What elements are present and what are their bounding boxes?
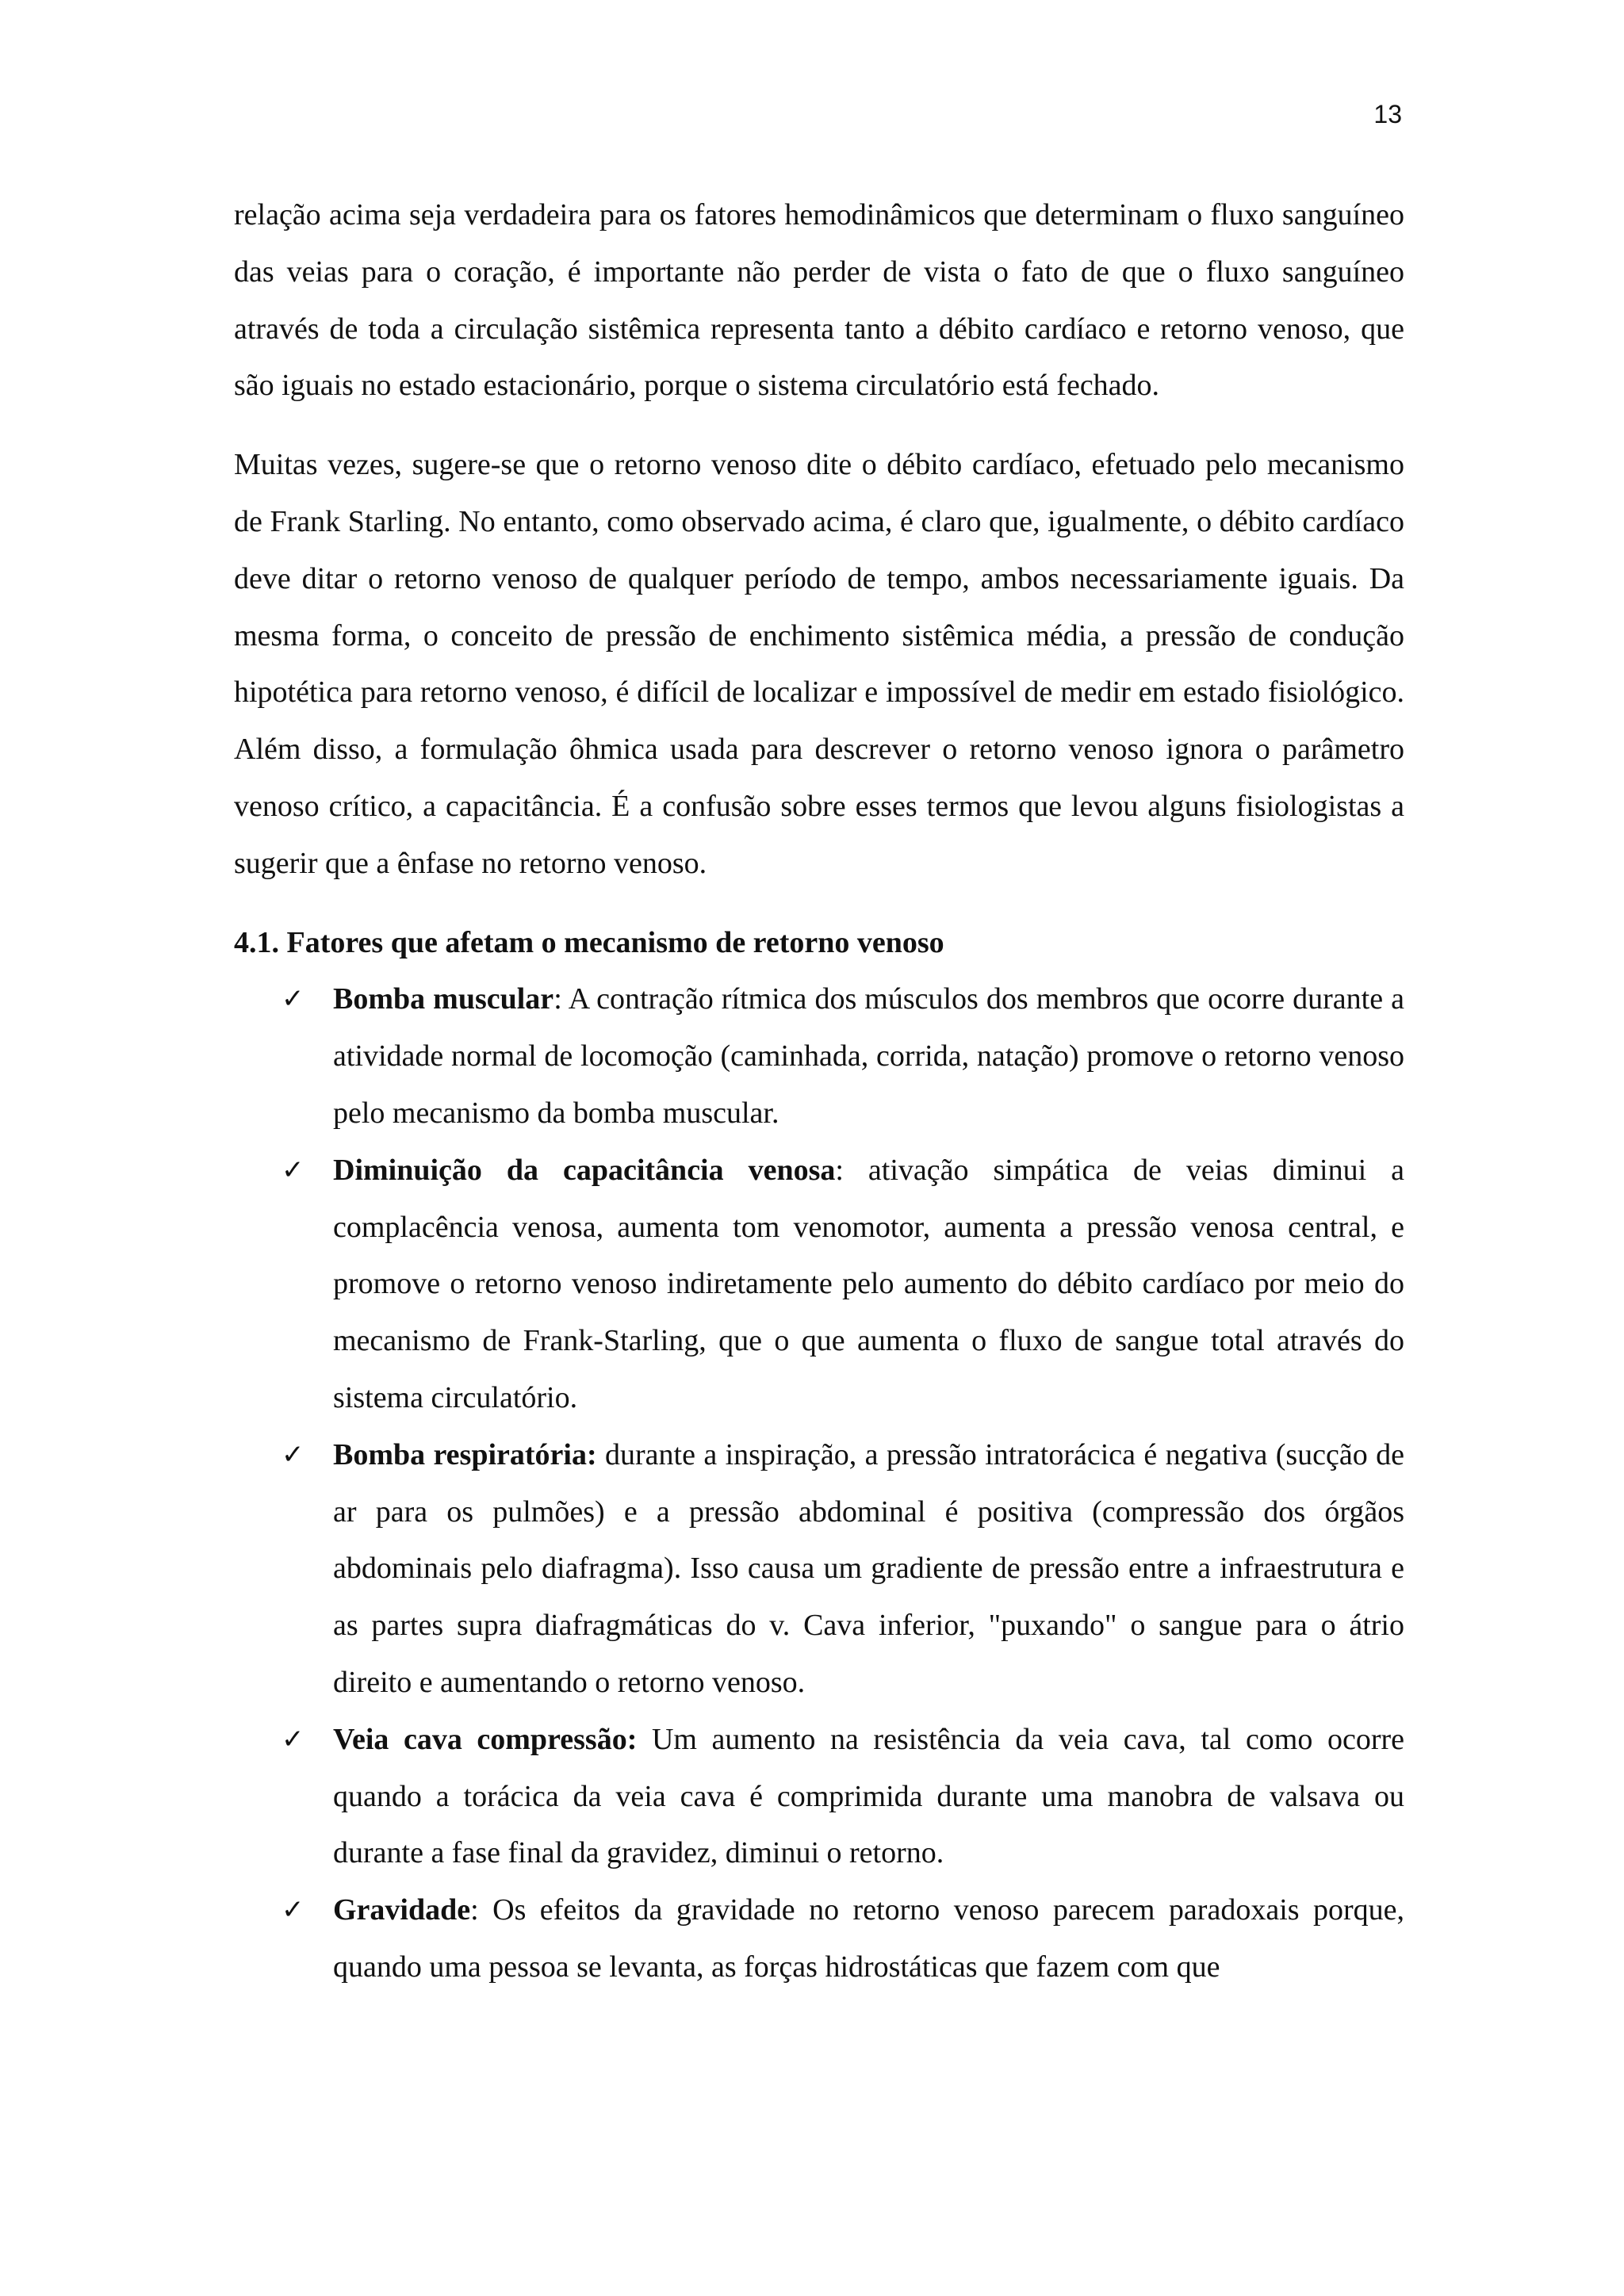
factor-item-muscle-pump xyxy=(234,971,1404,1142)
check-icon: ✓ xyxy=(282,1723,304,1755)
factor-title: Bomba respiratória: xyxy=(333,1437,597,1471)
paragraph-1: relação acima seja verdadeira para os fatores hemodinâmicos que determinam o fluxo sanguíneo das veias para o coração, é importante não perder de vista o fato de que o fluxo sanguíneo através de toda a circulação sistêmica representa tanto a débito cardíaco e retorno venoso, que são iguais no estado estacionário, porque o sistema circulatório está fechado. xyxy=(234,198,1404,403)
factor-title: Veia cava compressão: xyxy=(333,1722,638,1756)
factor-title: Bomba muscular xyxy=(333,982,554,1016)
factor-text: durante a inspiração, a pressão intratorácica é negativa (sucção de ar para os pulmões) e a pressão abdominal é positiva (compressão dos órgãos abdominais pelo diafragma). Isso causa um gradiente de pressão entre a infraestrutura e as partes supra diafragmáticas do v. Cava inferior, "puxando" o sangue para o átrio direito e aumentando o retorno venoso. xyxy=(333,1437,1405,1699)
check-icon: ✓ xyxy=(282,983,304,1016)
factor-text: Um aumento na resistência da veia cava, tal como ocorre quando a torácica da veia cava é comprimida durante uma manobra de valsava ou durante a fase final da gravidez, diminui o retorno. xyxy=(333,1722,1404,1870)
factor-text: : ativação simpática de veias diminui a complacência venosa, aumenta tom venomotor, aumenta a pressão venosa central, e promove o retorno venoso indiretamente pelo aumento do débito cardíaco por meio do mecanismo de Frank-Starling, que o que aumenta o fluxo de sangue total através do sistema circulatório. xyxy=(333,1153,1404,1414)
factor-item-respiratory-pump xyxy=(234,1427,1404,1712)
factor-item-vena-cava-compression xyxy=(234,1712,1404,1882)
check-icon: ✓ xyxy=(282,1154,304,1186)
factor-list xyxy=(234,971,1404,1996)
check-icon: ✓ xyxy=(282,1894,304,1927)
factor-text: : A contração rítmica dos músculos dos membros que ocorre durante a atividade normal de locomoção (caminhada, corrida, natação) promove o retorno venoso pelo mecanismo da bomba muscular. xyxy=(333,982,1404,1130)
document-body xyxy=(234,187,1404,1996)
page-number: 13 xyxy=(1373,100,1402,128)
factor-item-venous-capacitance xyxy=(234,1142,1404,1427)
section-heading: 4.1. Fatores que afetam o mecanismo de retorno venoso xyxy=(234,925,944,959)
paragraph-2: Muitas vezes, sugere-se que o retorno venoso dite o débito cardíaco, efetuado pelo mecanismo de Frank Starling. No entanto, como observado acima, é claro que, igualmente, o débito cardíaco deve ditar o retorno venoso de qualquer período de tempo, ambos necessariamente iguais. Da mesma forma, o conceito de pressão de enchimento sistêmica média, a pressão de condução hipotética para retorno venoso, é difícil de localizar e impossível de medir em estado fisiológico. Além disso, a formulação ôhmica usada para descrever o retorno venoso ignora o parâmetro venoso crítico, a capacitância. É a confusão sobre esses termos que levou alguns fisiologistas a sugerir que a ênfase no retorno venoso. xyxy=(234,448,1404,880)
check-icon: ✓ xyxy=(282,1438,304,1471)
factor-title: Gravidade xyxy=(333,1893,471,1927)
factor-text: : Os efeitos da gravidade no retorno venoso parecem paradoxais porque, quando uma pessoa se levanta, as forças hidrostáticas que fazem com que xyxy=(333,1893,1404,1984)
factor-title: Diminuição da capacitância venosa xyxy=(333,1153,836,1187)
factor-item-gravity xyxy=(234,1882,1404,1996)
